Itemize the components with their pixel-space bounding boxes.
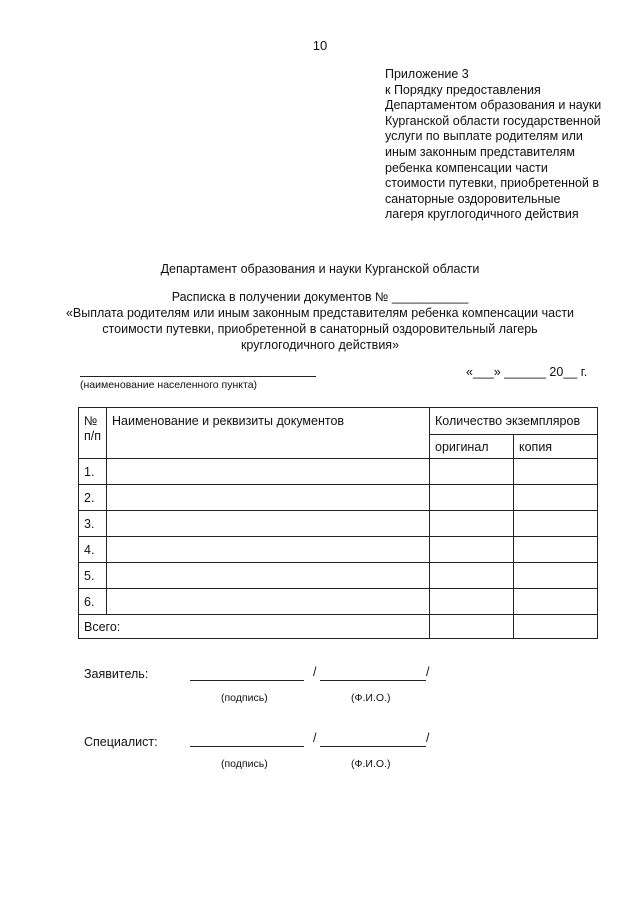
- copy-count-cell[interactable]: [514, 589, 598, 615]
- appendix-line: Курганской области государственной: [385, 113, 601, 128]
- applicant-signature-line[interactable]: [190, 680, 304, 681]
- copy-count-cell[interactable]: [514, 511, 598, 537]
- applicant-signature-caption: (подпись): [221, 692, 268, 704]
- appendix-line: лагеря круглогодичного действия: [385, 207, 579, 222]
- specialist-label: Специалист:: [84, 735, 158, 749]
- header-quantity: Количество экземпляров: [430, 408, 598, 435]
- document-name-cell[interactable]: [107, 485, 430, 511]
- document-name-cell[interactable]: [107, 511, 430, 537]
- applicant-name-line[interactable]: [320, 680, 426, 681]
- slash: /: [313, 665, 317, 679]
- appendix-line: стоимости путевки, приобретенной в: [385, 176, 600, 191]
- specialist-signature-caption: (подпись): [221, 758, 268, 770]
- row-number: 2.: [79, 485, 107, 511]
- total-original-cell[interactable]: [430, 615, 514, 639]
- service-name-line: круглогодичного действия»: [240, 338, 400, 352]
- table-row: [79, 511, 598, 537]
- total-copy-cell[interactable]: [514, 615, 598, 639]
- place-caption: (наименование населенного пункта): [80, 379, 258, 391]
- original-count-cell[interactable]: [430, 485, 514, 511]
- table-row: [79, 485, 598, 511]
- page-number: 10: [312, 38, 328, 53]
- slash: /: [313, 731, 317, 745]
- copy-count-cell[interactable]: [514, 485, 598, 511]
- appendix-line: Приложение 3: [385, 67, 469, 81]
- specialist-name-caption: (Ф.И.О.): [351, 758, 391, 770]
- header-number: № п/п: [79, 408, 107, 459]
- receipt-title: Расписка в получении документов № ___________: [171, 290, 469, 304]
- department-title: Департамент образования и науки Курганской области: [160, 262, 480, 276]
- copy-count-cell[interactable]: [514, 459, 598, 485]
- row-number: 5.: [79, 563, 107, 589]
- service-name-line: «Выплата родителям или иным законным представителям ребенка компенсации части: [65, 306, 575, 320]
- row-number: 6.: [79, 589, 107, 615]
- place-input-line[interactable]: [80, 376, 316, 377]
- original-count-cell[interactable]: [430, 537, 514, 563]
- appendix-line: ребенка компенсации части: [385, 160, 548, 175]
- document-name-cell[interactable]: [107, 537, 430, 563]
- service-name-line: стоимости путевки, приобретенной в санаторный оздоровительный лагерь: [102, 322, 538, 336]
- specialist-name-line[interactable]: [320, 746, 426, 747]
- document-name-cell[interactable]: [107, 563, 430, 589]
- copy-count-cell[interactable]: [514, 563, 598, 589]
- row-number: 4.: [79, 537, 107, 563]
- table-row: [79, 537, 598, 563]
- header-original: оригинал: [430, 435, 514, 459]
- document-name-cell[interactable]: [107, 459, 430, 485]
- appendix-line: иным законным представителям: [385, 144, 575, 159]
- table-row: [79, 459, 598, 485]
- copy-count-cell[interactable]: [514, 537, 598, 563]
- slash: /: [426, 731, 430, 745]
- documents-table: [78, 407, 598, 639]
- appendix-header: [385, 67, 625, 223]
- appendix-line: Департаментом образования и науки: [385, 98, 602, 113]
- applicant-name-caption: (Ф.И.О.): [351, 692, 391, 704]
- row-number: 1.: [79, 459, 107, 485]
- table-row: [79, 563, 598, 589]
- appendix-line: санаторные оздоровительные: [385, 191, 561, 206]
- original-count-cell[interactable]: [430, 589, 514, 615]
- original-count-cell[interactable]: [430, 563, 514, 589]
- original-count-cell[interactable]: [430, 511, 514, 537]
- specialist-signature-line[interactable]: [190, 746, 304, 747]
- table-row: [79, 589, 598, 615]
- applicant-label: Заявитель:: [84, 667, 149, 681]
- slash: /: [426, 665, 430, 679]
- appendix-line: услуги по выплате родителям или: [385, 129, 583, 144]
- header-copy: копия: [514, 435, 598, 459]
- total-label: Всего:: [79, 615, 430, 639]
- total-row: [79, 615, 598, 639]
- row-number: 3.: [79, 511, 107, 537]
- date-field[interactable]: «___» ______ 20__ г.: [466, 365, 588, 379]
- original-count-cell[interactable]: [430, 459, 514, 485]
- header-document-name: Наименование и реквизиты документов: [107, 408, 430, 459]
- appendix-line: к Порядку предоставления: [385, 82, 541, 97]
- document-name-cell[interactable]: [107, 589, 430, 615]
